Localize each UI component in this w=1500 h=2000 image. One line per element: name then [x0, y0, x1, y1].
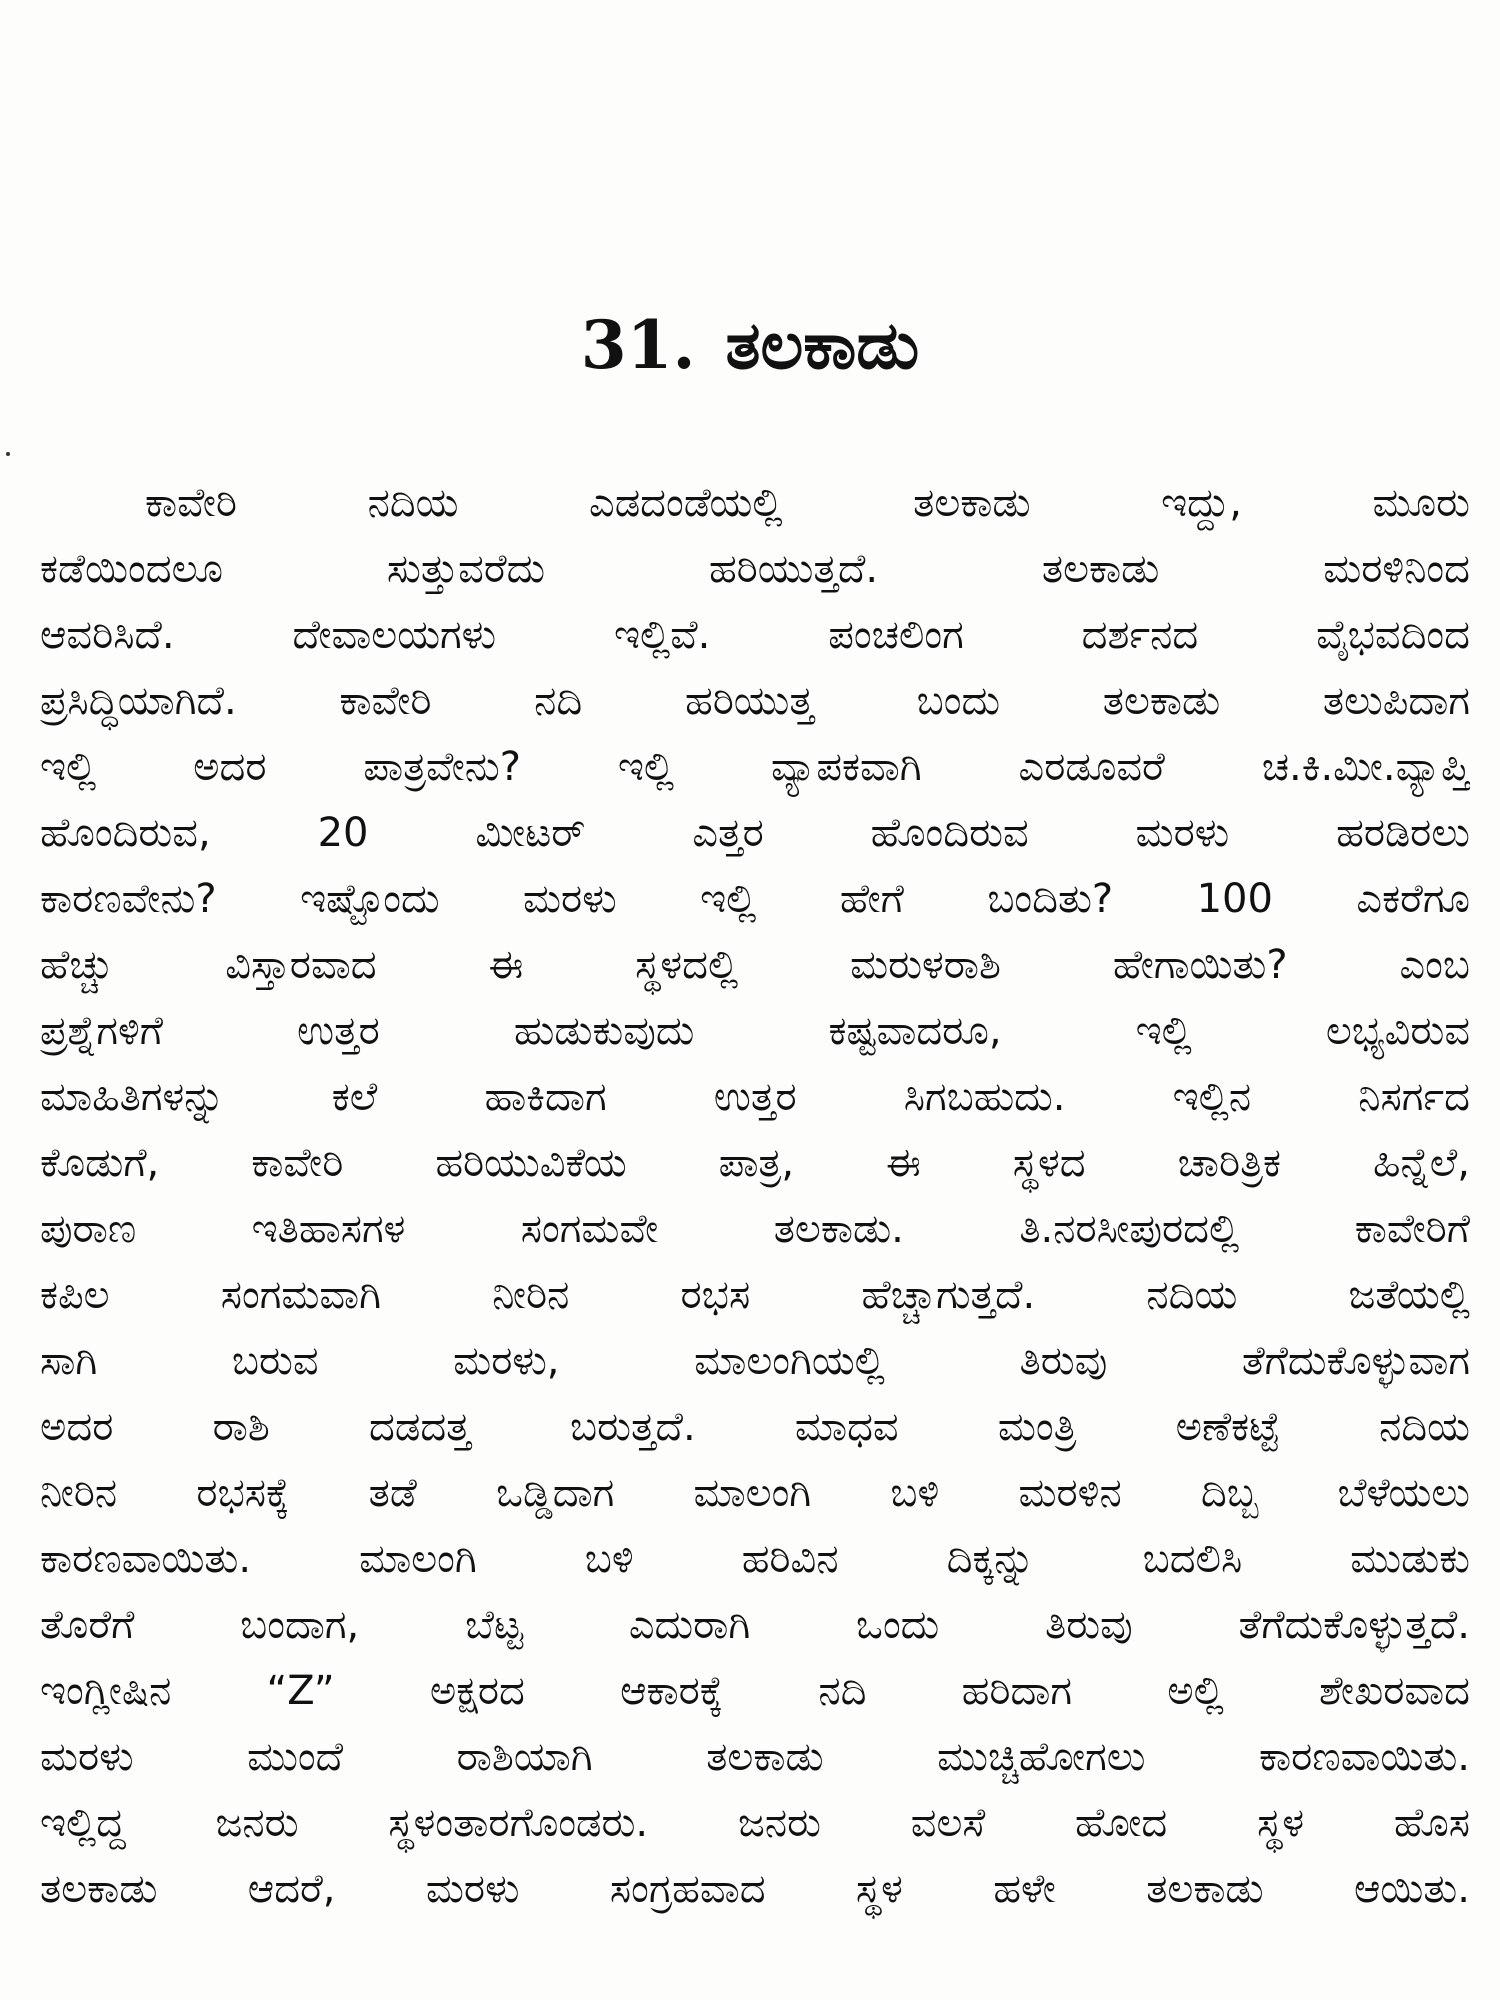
text-line: ಇಲ್ಲಿ ಅದರ ಪಾತ್ರವೇನು? ಇಲ್ಲಿ ವ್ಯಾಪಕವಾಗಿ ಎರಡೂವರೆ ಚ.ಕಿ.ಮೀ.ವ್ಯಾಪ್ತಿ — [40, 744, 1470, 790]
text-line: ಕಪಿಲ ಸಂಗಮವಾಗಿ ನೀರಿನ ರಭಸ ಹೆಚ್ಚಾಗುತ್ತದೆ. ನದಿಯ ಜತೆಯಲ್ಲಿ — [40, 1272, 1470, 1318]
text-line: ತಲಕಾಡು ಆದರೆ, ಮರಳು ಸಂಗ್ರಹವಾದ ಸ್ಥಳ ಹಳೇ ತಲಕಾಡು ಆಯಿತು. — [40, 1866, 1470, 1912]
text-line: ಕಾವೇರಿ ನದಿಯ ಎಡದಂಡೆಯಲ್ಲಿ ತಲಕಾಡು ಇದ್ದು, ಮೂರು — [145, 480, 1470, 526]
text-line: ಹೆಚ್ಚು ವಿಸ್ತಾರವಾದ ಈ ಸ್ಥಳದಲ್ಲಿ ಮರುಳರಾಶಿ ಹೇಗಾಯಿತು? ಎಂಬ — [40, 942, 1470, 988]
text-line: ಮರಳು ಮುಂದೆ ರಾಶಿಯಾಗಿ ತಲಕಾಡು ಮುಚ್ಚಿಹೋಗಲು ಕಾರಣವಾಯಿತು. — [40, 1734, 1470, 1780]
margin-speck — [6, 452, 10, 456]
chapter-number: 31. — [580, 306, 696, 384]
text-line: ನೀರಿನ ರಭಸಕ್ಕೆ ತಡೆ ಒಡ್ಡಿದಾಗ ಮಾಲಂಗಿ ಬಳಿ ಮರಳಿನ ದಿಬ್ಬ ಬೆಳೆಯಲು — [40, 1470, 1470, 1516]
text-line: ಮಾಹಿತಿಗಳನ್ನು ಕಲೆ ಹಾಕಿದಾಗ ಉತ್ತರ ಸಿಗಬಹುದು. ಇಲ್ಲಿನ ನಿಸರ್ಗದ — [40, 1074, 1470, 1120]
text-line: ಪುರಾಣ ಇತಿಹಾಸಗಳ ಸಂಗಮವೇ ತಲಕಾಡು. ತಿ.ನರಸೀಪುರದಲ್ಲಿ ಕಾವೇರಿಗೆ — [40, 1206, 1470, 1252]
text-line: ಆವರಿಸಿದೆ. ದೇವಾಲಯಗಳು ಇಲ್ಲಿವೆ. ಪಂಚಲಿಂಗ ದರ್ಶನದ ವೈಭವದಿಂದ — [40, 612, 1470, 658]
text-line: ಪ್ರಶ್ನೆಗಳಿಗೆ ಉತ್ತರ ಹುಡುಕುವುದು ಕಷ್ಟವಾದರೂ, ಇಲ್ಲಿ ಲಭ್ಯವಿರುವ — [40, 1008, 1470, 1054]
text-line: ಸಾಗಿ ಬರುವ ಮರಳು, ಮಾಲಂಗಿಯಲ್ಲಿ ತಿರುವು ತೆಗೆದುಕೊಳ್ಳುವಾಗ — [40, 1338, 1470, 1384]
text-line: ಕಾರಣವೇನು? ಇಷ್ಟೊಂದು ಮರಳು ಇಲ್ಲಿ ಹೇಗೆ ಬಂದಿತು? 100 ಎಕರೆಗೂ — [40, 876, 1470, 922]
text-line: ಹೊಂದಿರುವ, 20 ಮೀಟರ್ ಎತ್ತರ ಹೊಂದಿರುವ ಮರಳು ಹರಡಿರಲು — [40, 810, 1470, 856]
body-paragraph — [40, 470, 1470, 1922]
text-line: ಪ್ರಸಿದ್ಧಿಯಾಗಿದೆ. ಕಾವೇರಿ ನದಿ ಹರಿಯುತ್ತ ಬಂದು ತಲಕಾಡು ತಲುಪಿದಾಗ — [40, 678, 1470, 724]
text-line: ತೊರೆಗೆ ಬಂದಾಗ, ಬೆಟ್ಟ ಎದುರಾಗಿ ಒಂದು ತಿರುವು ತೆಗೆದುಕೊಳ್ಳುತ್ತದೆ. — [40, 1602, 1470, 1648]
text-line: ಕಡೆಯಿಂದಲೂ ಸುತ್ತುವರೆದು ಹರಿಯುತ್ತದೆ. ತಲಕಾಡು ಮರಳಿನಿಂದ — [40, 546, 1470, 592]
text-line: ಇಲ್ಲಿದ್ದ ಜನರು ಸ್ಥಳಂತಾರಗೊಂಡರು. ಜನರು ವಲಸೆ ಹೋದ ಸ್ಥಳ ಹೊಸ — [40, 1800, 1470, 1846]
text-line: ಇಂಗ್ಲೀಷಿನ “Z” ಅಕ್ಷರದ ಆಕಾರಕ್ಕೆ ನದಿ ಹರಿದಾಗ ಅಲ್ಲಿ ಶೇಖರವಾದ — [40, 1668, 1470, 1714]
text-line: ಕಾರಣವಾಯಿತು. ಮಾಲಂಗಿ ಬಳಿ ಹರಿವಿನ ದಿಕ್ಕನ್ನು ಬದಲಿಸಿ ಮುಡುಕು — [40, 1536, 1470, 1582]
chapter-title: ತಲಕಾಡು — [725, 307, 920, 384]
chapter-heading — [0, 300, 1500, 391]
text-line: ಕೊಡುಗೆ, ಕಾವೇರಿ ಹರಿಯುವಿಕೆಯ ಪಾತ್ರ, ಈ ಸ್ಥಳದ ಚಾರಿತ್ರಿಕ ಹಿನ್ನೆಲೆ, — [40, 1140, 1470, 1186]
text-line: ಅದರ ರಾಶಿ ದಡದತ್ತ ಬರುತ್ತದೆ. ಮಾಧವ ಮಂತ್ರಿ ಅಣೆಕಟ್ಟೆ ನದಿಯ — [40, 1404, 1470, 1450]
